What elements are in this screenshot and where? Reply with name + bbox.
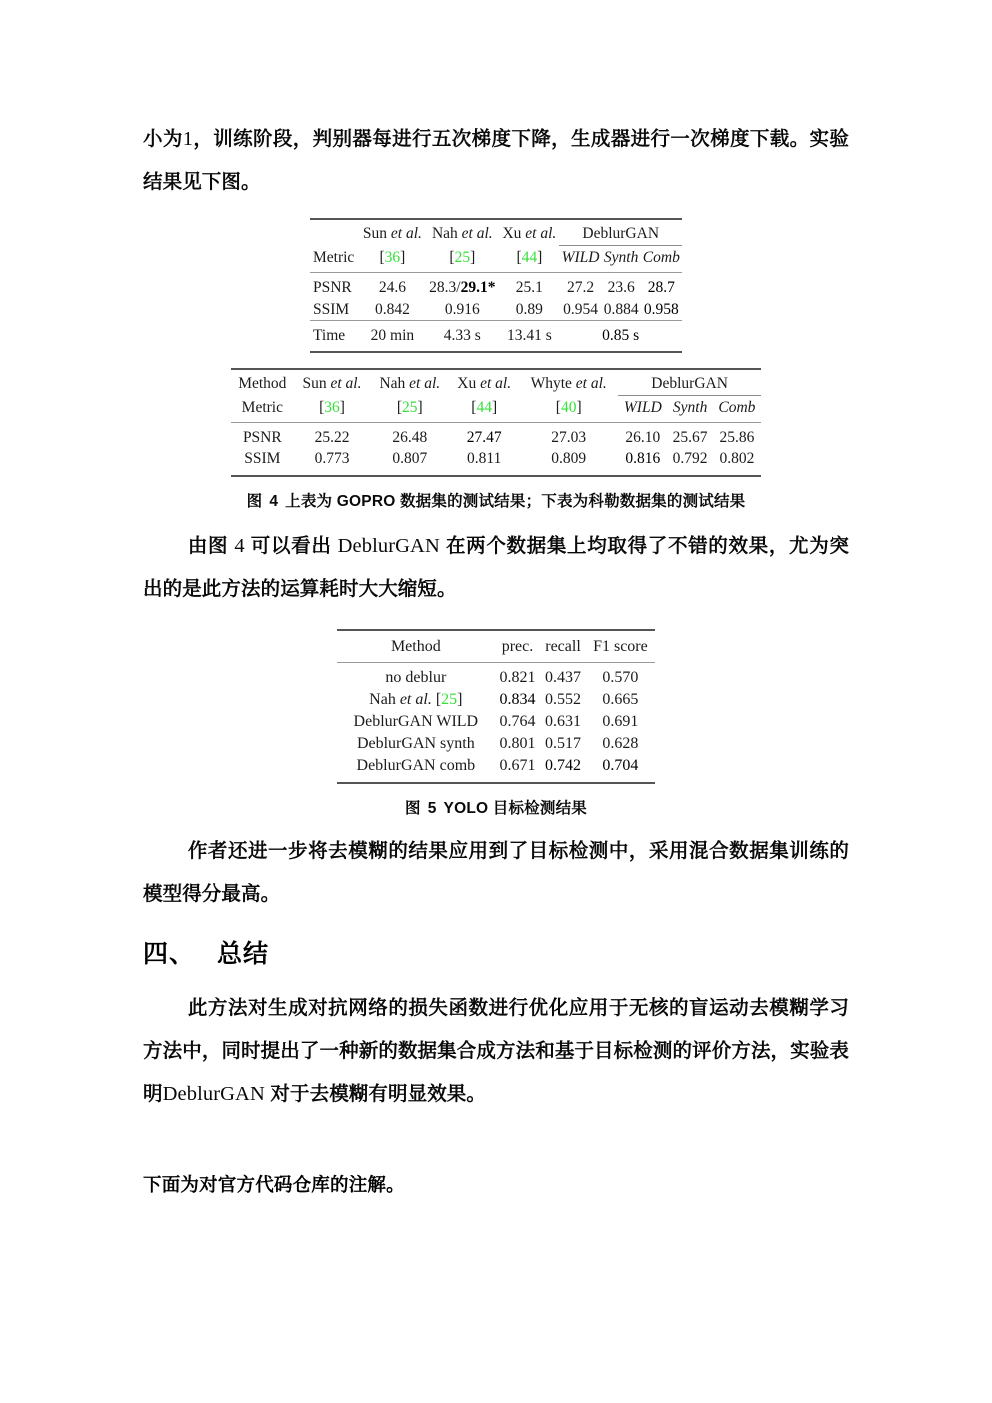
heading-title: 总结 [217, 940, 270, 968]
figure-5 [143, 629, 849, 818]
table-row [231, 395, 761, 422]
col-group-xu: Xu et al. [502, 225, 557, 242]
col-prec: prec. [501, 638, 534, 655]
row-label-nah: Nah et al. [25] [369, 691, 463, 708]
col-group-whyte: Whyte et al. [530, 374, 607, 392]
table-row: PSNR 24.6 28.3/29.1* 25.1 27.2 23.6 28.7 [310, 273, 682, 299]
table-row [231, 369, 761, 396]
row-label-ssim: SSIM [244, 450, 281, 467]
row-label-psnr: PSNR [242, 428, 282, 446]
paragraph-4-deblurgan: DeblurGAN [162, 1083, 265, 1105]
paragraph-1-number: 1 [182, 128, 194, 150]
paragraph-1 [143, 118, 849, 204]
cite-44: [44] [516, 249, 543, 266]
figure-5-caption: 图 5 YOLO 目标检测结果 [405, 800, 587, 817]
table-row: Time 20 min 4.33 s 13.41 s 0.85 s [310, 320, 682, 352]
table-yolo-results [337, 629, 655, 784]
cite-36: [36] [379, 249, 406, 266]
paragraph-1-before: 小为 [143, 128, 183, 150]
cite-25: [25] [396, 398, 423, 416]
figure-4-caption: 图 4 上表为 GOPRO 数据集的测试结果；下表为科勒数据集的测试结果 [246, 493, 746, 510]
cite-44: [44] [471, 398, 498, 416]
row-label-metric: Metric [313, 249, 355, 266]
table-row: SSIM 0.773 0.807 0.811 0.809 0.816 0.792 0.802 [231, 448, 761, 477]
table-row: DeblurGAN comb 0.671 0.742 0.704 [337, 755, 655, 784]
paragraph-4: 此方法对生成对抗网络的损失函数进行优化应用于无核的盲运动去模糊学习方法中，同时提出了一种新的数据集合成方法和基于目标检测的评价方法，实验表明DeblurGAN 对于去模糊有明显效果。 [143, 997, 849, 1105]
paragraph-2: 由图 4 可以看出 DeblurGAN 在两个数据集上均取得了不错的效果，尤为突出的是此方法的运算耗时大大缩短。 [143, 535, 849, 600]
row-label-no-deblur: no deblur [385, 669, 447, 686]
row-label-psnr: PSNR [313, 279, 352, 296]
paragraph-1-after: ，训练阶段，判别器每进行五次梯度下降，生成器进行一次梯度下载。实验结果见下图。 [143, 128, 849, 193]
table-row: no deblur 0.821 0.437 0.570 [337, 663, 655, 689]
col-group-sun: Sun et al. [302, 374, 362, 392]
table-row [310, 246, 682, 273]
col-group-nah: Nah et al. [379, 374, 441, 392]
col-recall: recall [545, 638, 581, 655]
col-f1: F1 score [593, 638, 648, 655]
row-label-deblurgan-synth: DeblurGAN synth [356, 735, 475, 752]
section-heading-summary [143, 934, 849, 970]
col-group-xu: Xu et al. [457, 374, 512, 392]
col-wild: WILD [623, 398, 662, 416]
table-row: Nah et al. [25] 0.834 0.552 0.665 [337, 689, 655, 711]
col-wild: WILD [561, 249, 600, 266]
row-label-ssim: SSIM [313, 300, 350, 318]
col-comb: Comb [642, 249, 680, 266]
table-kohler-results [231, 368, 761, 478]
row-label-deblurgan-comb: DeblurGAN comb [356, 757, 476, 774]
col-synth: Synth [672, 398, 708, 416]
row-label-metric: Metric [241, 398, 283, 416]
heading-number: 四、 [143, 940, 196, 968]
col-group-nah: Nah et al. [431, 225, 493, 242]
closing-note: 下面为对官方代码仓库的注解。 [143, 1174, 405, 1195]
col-group-sun: Sun et al. [362, 225, 422, 242]
cite-40: [40] [555, 398, 582, 416]
col-comb: Comb [718, 398, 756, 416]
table-row [310, 219, 682, 246]
table-row: DeblurGAN WILD 0.764 0.631 0.691 [337, 711, 655, 733]
col-method: Method [390, 638, 441, 655]
table-row: SSIM 0.842 0.916 0.89 0.954 0.884 0.958 [310, 298, 682, 320]
paragraph-2-deblurgan: DeblurGAN [337, 535, 440, 557]
row-label-deblurgan-wild: DeblurGAN WILD [353, 713, 479, 730]
figure-4 [143, 218, 849, 511]
cite-36: [36] [319, 398, 345, 416]
table-row: DeblurGAN synth 0.801 0.517 0.628 [337, 733, 655, 755]
table-row: PSNR 25.22 26.48 27.47 27.03 26.10 25.67 25.86 [231, 422, 761, 448]
row-label-time: Time [313, 326, 346, 344]
col-synth: Synth [603, 249, 639, 266]
table-gopro-results [310, 218, 682, 353]
paragraph-3: 作者还进一步将去模糊的结果应用到了目标检测中，采用混合数据集训练的模型得分最高。 [143, 840, 849, 905]
col-group-deblurgan: DeblurGAN [559, 219, 682, 246]
col-method: Method [238, 374, 287, 392]
page-content [143, 118, 849, 1197]
col-group-deblurgan: DeblurGAN [618, 369, 761, 396]
cite-25: [25] [449, 249, 476, 266]
table-row [337, 630, 655, 663]
